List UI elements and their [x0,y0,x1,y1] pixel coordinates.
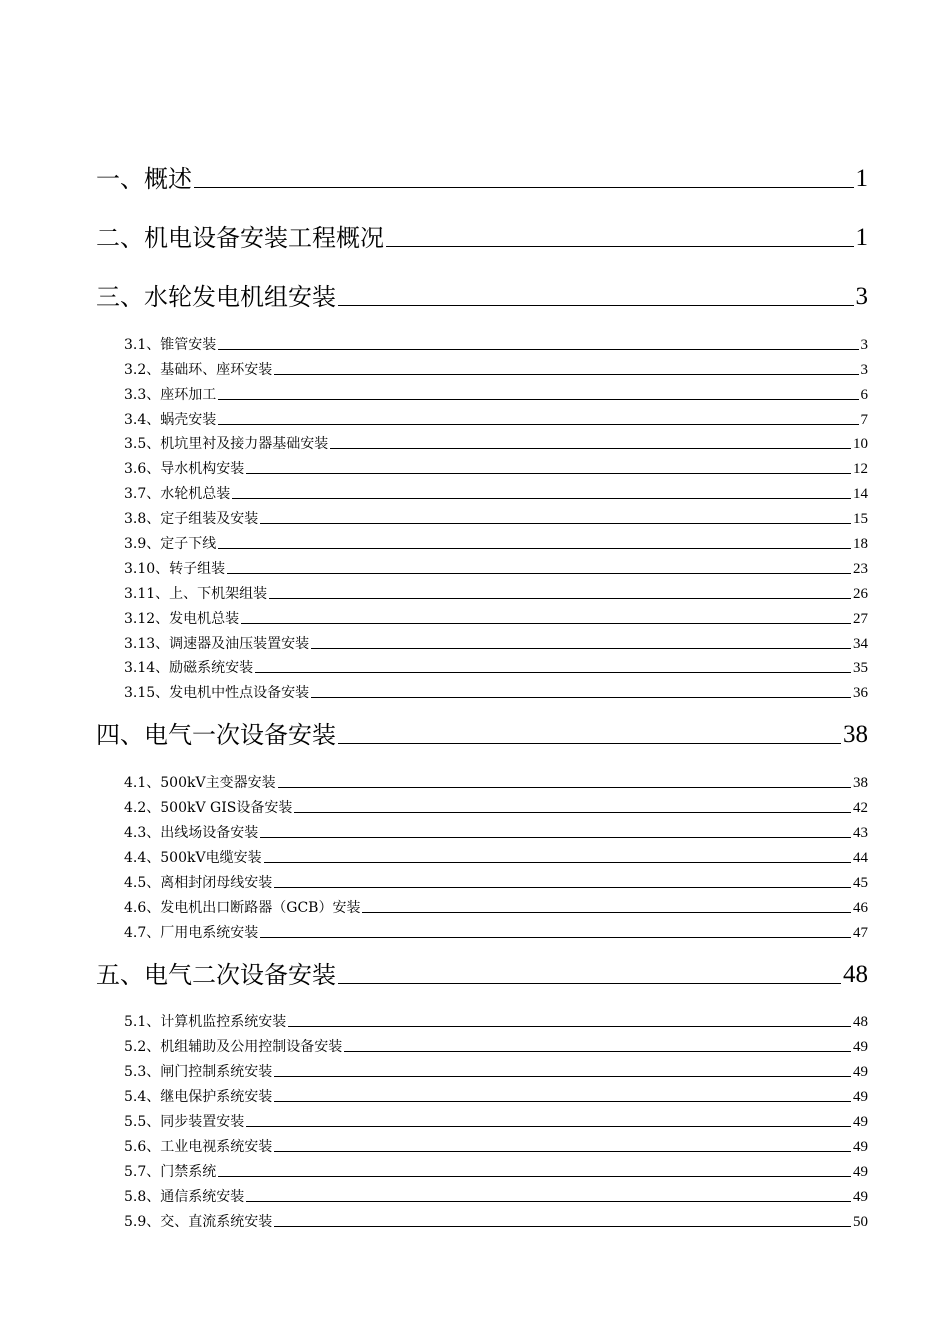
toc-subsection-entry[interactable] [96,603,868,628]
toc-leader-line [344,1051,851,1052]
toc-page-number: 14 [853,486,868,503]
toc-section-title: 五、电气二次设备安装 [96,960,336,989]
toc-subsection-entry[interactable] [96,1031,868,1056]
toc-subsection-title: 3.6、导水机构安装 [124,461,245,478]
toc-page-number: 35 [853,660,868,677]
toc-subsection-title: 3.5、机坑里衬及接力器基础安装 [124,436,329,453]
toc-subsection-entry[interactable] [96,429,868,454]
toc-leader-line [274,1226,851,1227]
toc-subsection-list [96,767,868,941]
toc-subsection-title: 3.1、锥管安装 [124,336,217,353]
toc-section-title: 一、概述 [96,165,192,193]
toc-section-title: 四、电气一次设备安装 [96,721,336,750]
toc-leader-line [194,187,854,188]
toc-leader-line [218,399,858,400]
toc-leader-line [338,983,841,984]
toc-page-number: 15 [853,511,868,528]
toc-subsection-title: 3.3、座环加工 [124,386,217,403]
toc-subsection-title: 5.4、继电保护系统安装 [124,1089,273,1106]
toc-subsection-title: 4.6、发电机出口断路器（GCB）安装 [124,899,361,916]
toc-page-number: 27 [853,610,868,627]
toc-leader-line [269,598,851,599]
toc-leader-line [241,623,851,624]
toc-page-number: 49 [853,1163,868,1180]
toc-subsection-list [96,1007,868,1231]
toc-page-number: 12 [853,461,868,478]
toc-subsection-title: 3.11、上、下机架组装 [124,585,268,602]
toc-section-entry[interactable] [96,278,868,312]
toc-page-number: 10 [853,436,868,453]
toc-page-number: 34 [853,635,868,652]
toc-subsection-entry[interactable] [96,553,868,578]
toc-subsection-entry[interactable] [96,354,868,379]
toc-leader-line [274,1151,851,1152]
toc-subsection-title: 3.7、水轮机总装 [124,486,231,503]
toc-subsection-title: 4.1、500kV主变器安装 [124,775,276,792]
toc-subsection-title: 4.5、离相封闭母线安装 [124,874,273,891]
toc-page-number: 46 [853,899,868,916]
toc-page-number: 3 [860,336,868,353]
toc-leader-line [260,837,851,838]
toc-leader-line [362,912,851,913]
toc-leader-line [386,246,854,247]
toc-page-number: 18 [853,536,868,553]
toc-leader-line [260,937,851,938]
toc-leader-line [218,424,858,425]
toc-subsection-entry[interactable] [96,478,868,503]
toc-page-number: 45 [853,874,868,891]
toc-leader-line [246,1126,851,1127]
toc-subsection-entry[interactable] [96,1206,868,1231]
toc-leader-line [260,523,851,524]
toc-subsection-entry[interactable] [96,329,868,354]
toc-subsection-title: 5.7、门禁系统 [124,1163,217,1180]
toc-subsection-entry[interactable] [96,842,868,867]
toc-page-number: 6 [860,386,868,403]
toc-subsection-entry[interactable] [96,677,868,702]
toc-leader-line [288,1026,851,1027]
toc-subsection-title: 3.15、发电机中性点设备安装 [124,685,310,702]
toc-subsection-title: 5.8、通信系统安装 [124,1188,245,1205]
toc-leader-line [278,787,851,788]
toc-subsection-title: 4.4、500kV电缆安装 [124,849,262,866]
toc-subsection-entry[interactable] [96,1131,868,1156]
toc-subsection-entry[interactable] [96,892,868,917]
toc-leader-line [218,1176,851,1177]
toc-section-entry[interactable] [96,716,868,750]
toc-leader-line [274,887,851,888]
toc-subsection-title: 5.2、机组辅助及公用控制设备安装 [124,1039,343,1056]
toc-leader-line [311,697,851,698]
toc-subsection-entry[interactable] [96,628,868,653]
toc-subsection-entry[interactable] [96,1181,868,1206]
toc-subsection-entry[interactable] [96,1007,868,1032]
toc-leader-line [274,374,858,375]
toc-page-number: 7 [860,411,868,428]
toc-leader-line [255,672,851,673]
toc-leader-line [294,812,851,813]
toc-page-number: 48 [853,1014,868,1031]
toc-subsection-title: 4.2、500kV GIS设备安装 [124,800,293,817]
toc-leader-line [246,473,851,474]
toc-leader-line [338,305,854,306]
toc-page-number: 44 [853,849,868,866]
toc-page-number: 48 [843,960,868,988]
toc-subsection-title: 3.10、转子组装 [124,560,226,577]
toc-subsection-entry[interactable] [96,653,868,678]
toc-section-entry[interactable] [96,956,868,990]
toc-subsection-entry[interactable] [96,817,868,842]
toc-page-number: 36 [853,685,868,702]
toc-page-number: 26 [853,585,868,602]
toc-subsection-title: 4.7、厂用电系统安装 [124,924,259,941]
toc-subsection-entry[interactable] [96,1156,868,1181]
toc-leader-line [338,743,841,744]
toc-leader-line [232,498,851,499]
toc-page-number: 1 [855,165,868,192]
toc-subsection-title: 5.9、交、直流系统安装 [124,1213,273,1230]
toc-page-number: 49 [853,1089,868,1106]
toc-section-title: 二、机电设备安装工程概况 [96,224,384,252]
toc-leader-line [274,1076,851,1077]
toc-subsection-entry[interactable] [96,453,868,478]
toc-page-number: 43 [853,825,868,842]
toc-subsection-list [96,329,868,702]
toc-subsection-entry[interactable] [96,379,868,404]
toc-page-number: 49 [853,1064,868,1081]
toc-leader-line [311,648,851,649]
table-of-contents [96,160,868,1245]
toc-page-number: 3 [855,283,868,310]
toc-subsection-title: 3.2、基础环、座环安装 [124,361,273,378]
toc-subsection-entry[interactable] [96,503,868,528]
toc-page-number: 49 [853,1188,868,1205]
toc-subsection-entry[interactable] [96,1081,868,1106]
toc-subsection-entry[interactable] [96,767,868,792]
toc-page-number: 49 [853,1114,868,1131]
toc-leader-line [330,448,851,449]
toc-leader-line [264,862,851,863]
toc-page-number: 23 [853,560,868,577]
toc-leader-line [218,349,858,350]
toc-page-number: 3 [860,361,868,378]
toc-subsection-entry[interactable] [96,1056,868,1081]
toc-section-entry[interactable] [96,219,868,253]
toc-page-number: 50 [853,1213,868,1230]
toc-subsection-title: 3.12、发电机总装 [124,610,240,627]
toc-subsection-entry[interactable] [96,578,868,603]
toc-subsection-title: 5.1、计算机监控系统安装 [124,1014,287,1031]
toc-subsection-entry[interactable] [96,528,868,553]
toc-page-number: 49 [853,1138,868,1155]
toc-leader-line [274,1101,851,1102]
toc-subsection-title: 3.8、定子组装及安装 [124,511,259,528]
toc-leader-line [218,548,851,549]
toc-subsection-title: 5.3、闸门控制系统安装 [124,1064,273,1081]
toc-subsection-title: 5.6、工业电视系统安装 [124,1138,273,1155]
toc-page-number: 38 [843,721,868,749]
toc-leader-line [227,573,851,574]
toc-subsection-title: 3.4、蜗壳安装 [124,411,217,428]
toc-page-number: 1 [855,224,868,251]
toc-page-number: 49 [853,1039,868,1056]
toc-subsection-title: 5.5、同步装置安装 [124,1114,245,1131]
toc-subsection-entry[interactable] [96,404,868,429]
toc-page-number: 38 [853,775,868,792]
toc-subsection-entry[interactable] [96,867,868,892]
toc-subsection-entry[interactable] [96,792,868,817]
toc-section-title: 三、水轮发电机组安装 [96,283,336,311]
toc-section-entry[interactable] [96,160,868,194]
toc-subsection-entry[interactable] [96,917,868,942]
toc-subsection-title: 3.13、调速器及油压装置安装 [124,635,310,652]
toc-page-number: 47 [853,924,868,941]
toc-subsection-entry[interactable] [96,1106,868,1131]
toc-page-number: 42 [853,800,868,817]
toc-subsection-title: 4.3、出线场设备安装 [124,825,259,842]
toc-subsection-title: 3.9、定子下线 [124,536,217,553]
toc-subsection-title: 3.14、励磁系统安装 [124,660,254,677]
toc-leader-line [246,1201,851,1202]
